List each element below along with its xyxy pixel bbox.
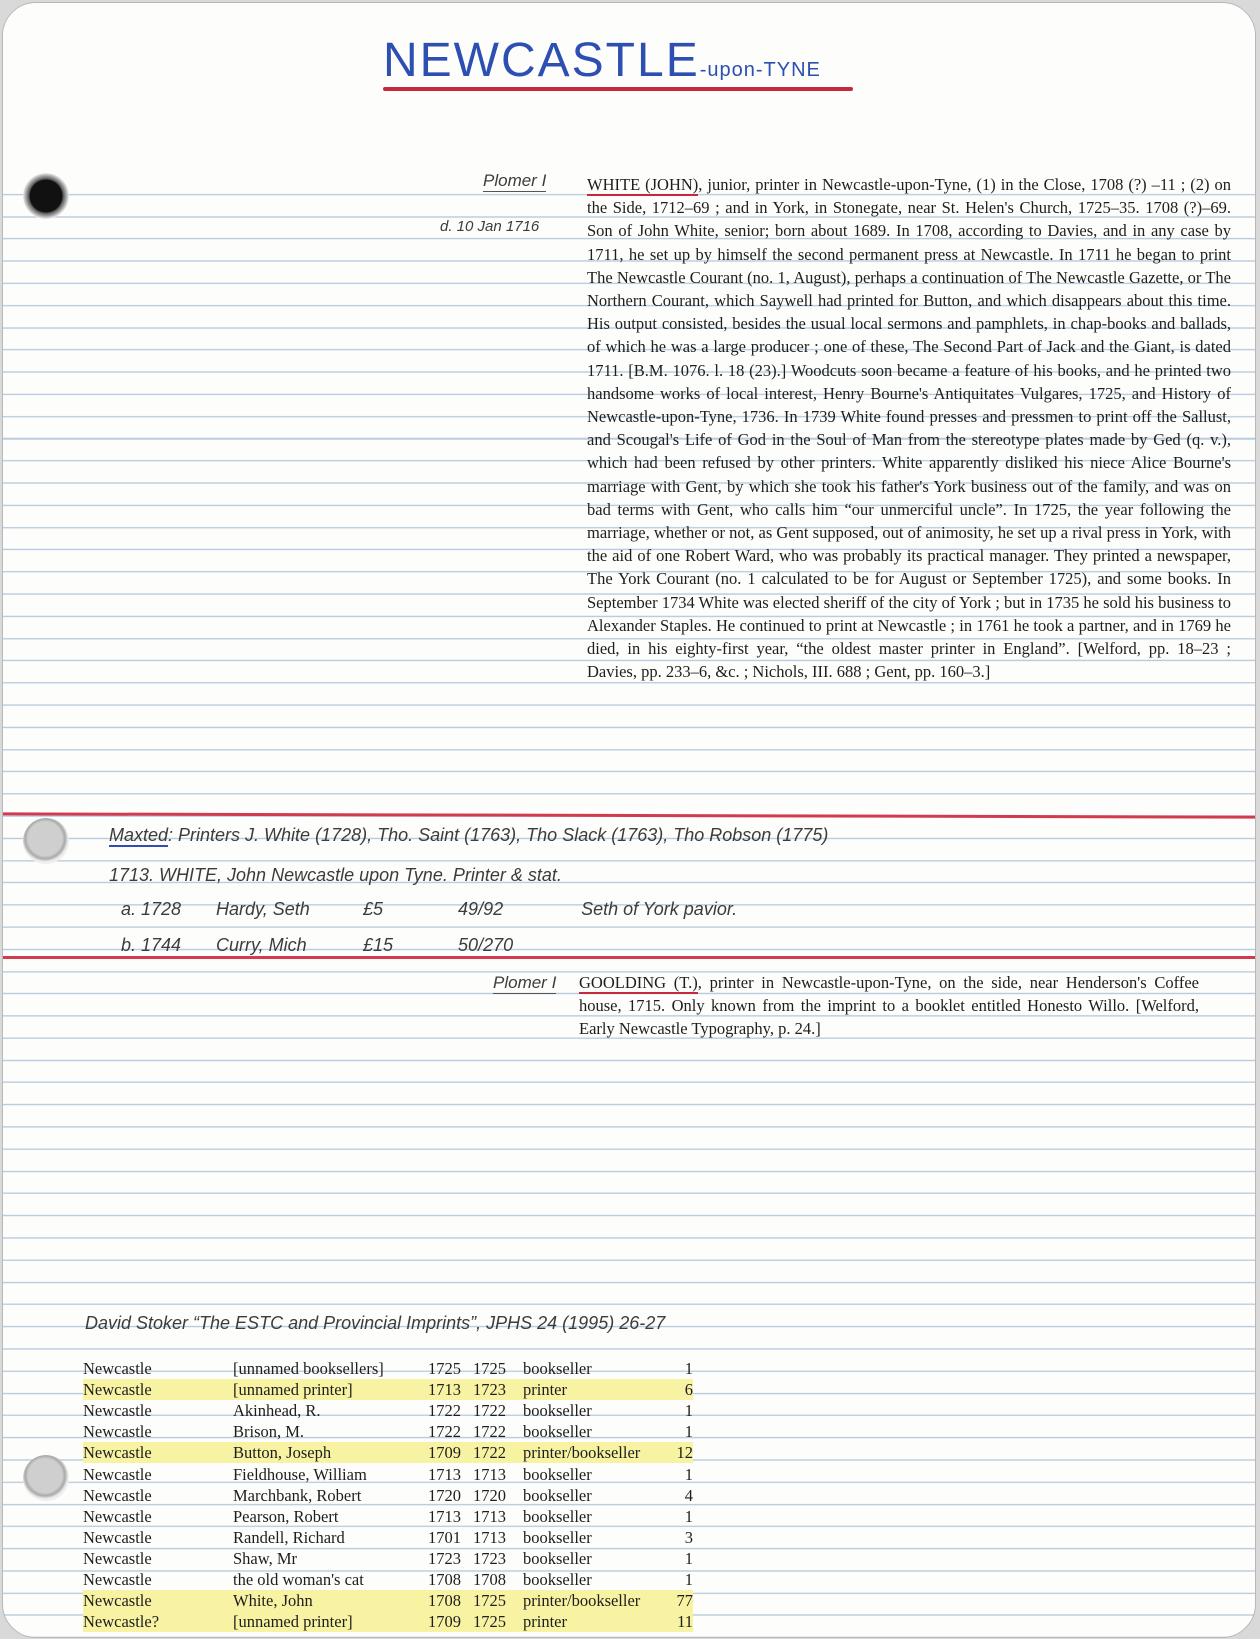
cell-to: 1713 [473, 1464, 506, 1484]
table-row [83, 1485, 693, 1506]
cell-place: Newcastle? [83, 1611, 233, 1632]
cell-count: 1 [684, 1359, 693, 1379]
table-row [83, 1590, 693, 1611]
cell-name: Shaw, Mr [233, 1548, 298, 1568]
cell-name: [unnamed booksellers] [233, 1359, 384, 1379]
cell-name: Fieldhouse, William [233, 1464, 367, 1484]
cell-from: 1723 [428, 1548, 461, 1568]
cell-role: printer/bookseller [523, 1442, 663, 1463]
cell-from: 1713 [428, 1464, 461, 1484]
white-entry-text: , junior, printer in Newcastle-upon-Tyne, (1) in the Close, 1708 (?) –11 ; (2) on the Side, 1712–69 ; and in York, in Stonegate, near St. Helen's Church, 1725–35. 1708 (?)–69. Son of John White, senior; born about 1689. In 1708, according to Davies, and in any case by 1711, he set up by himself the second permanent press at Newcastle. In 1711 he began to print The Newcastle Courant (no. 1, August), perhaps a continuation of The Newcastle Gazette, or The Northern Courant, which Saywell had printed for Button, and which disappears about this time. His output consisted, besides the usual local sermons and pamphlets, in chap-books and ballads, of which he was a large producer ; one of these, The Second Part of Jack and the Giant, is dated 1711. [B.M. 1076. l. 18 (23).] Woodcuts soon became a feature of his books, and he printed two handsome works of local interest, Henry Bourne's Antiquitates Vulgares, 1725, and History of Newcastle-upon-Tyne, 1736. In 1739 White found presses and pressmen to print off the Sallust, and Scougal's Life of God in the Soul of Man from the stereotype plates made by Ged (q. v.), which had been refused by other printers. White apparently disliked his niece Alice Bourne's marriage with Gent, by which she took his father's York business out of the family, and was on bad terms with Gent, who calls him “our unmerciful uncle”. In 1725, the year following the marriage, whether or not, as Gent supposed, out of animosity, he set up a rival press in York, with the aid of one Robert Ward, who was probably its practical manager. They printed a newspaper, The York Courant (no. 1 calculated to be for August or September 1725), and some books. In September 1734 White was elected sheriff of the city of York ; but in 1735 he sold his business to Alexander Staples. He continued to print at Newcastle ; in 1761 he took a partner, and in 1769 he died, in his eighty-first year, “the oldest master printer in England”. [Welford, pp. 18–23 ; Davies, pp. 233–6, &c. ; Nichols, III. 688 ; Gent, pp. 160–3.] [587, 175, 1231, 682]
cell-count: 1 [684, 1548, 693, 1568]
cell-place: Newcastle [83, 1442, 233, 1463]
cell-role: bookseller [523, 1548, 592, 1568]
maxted-row-a [121, 899, 737, 920]
maxted-row-a-name: Hardy, Seth [216, 899, 310, 919]
cell-count: 1 [684, 1569, 693, 1589]
cell-name: Marchbank, Robert [233, 1485, 362, 1505]
cell-name: White, John [233, 1590, 428, 1611]
table-row [83, 1611, 693, 1632]
cell-to: 1725 [473, 1611, 523, 1632]
maxted-line-1 [109, 825, 828, 846]
goolding-entry [579, 971, 1199, 1041]
notebook-page [2, 2, 1256, 1638]
cell-role: bookseller [523, 1569, 592, 1589]
cell-to: 1713 [473, 1527, 506, 1547]
cell-place: Newcastle [83, 1422, 152, 1442]
cell-name: the old woman's cat [233, 1569, 364, 1589]
cell-from: 1722 [428, 1401, 461, 1421]
cell-from: 1701 [428, 1527, 461, 1547]
cell-from: 1722 [428, 1422, 461, 1442]
table-row [83, 1463, 693, 1484]
title-underline [383, 87, 853, 91]
maxted-row-a-ref: 49/92 [458, 899, 504, 919]
table-row [83, 1506, 693, 1527]
cell-name: Button, Joseph [233, 1442, 428, 1463]
cell-count: 1 [684, 1401, 693, 1421]
cell-role: printer/bookseller [523, 1590, 663, 1611]
goolding-entry-name: GOOLDING (T.) [579, 973, 698, 992]
cell-place: Newcastle [83, 1569, 152, 1589]
stoker-table-body [83, 1358, 693, 1632]
stoker-citation: David Stoker “The ESTC and Provincial Imprints”, JPHS 24 (1995) 26-27 [85, 1313, 666, 1333]
cell-from: 1725 [428, 1359, 461, 1379]
red-divider-2 [3, 956, 1255, 959]
cell-from: 1708 [428, 1569, 461, 1589]
maxted-row-b-ref: 50/270 [458, 935, 514, 955]
table-row [83, 1442, 693, 1463]
maxted-row-b-fee: £15 [363, 935, 394, 955]
white-entry-name: WHITE (JOHN) [587, 175, 699, 194]
cell-to: 1713 [473, 1506, 506, 1526]
cell-role: bookseller [523, 1401, 592, 1421]
cell-count: 4 [684, 1485, 693, 1505]
cell-place: Newcastle [83, 1527, 152, 1547]
cell-to: 1708 [473, 1569, 506, 1589]
cell-name: Randell, Richard [233, 1527, 345, 1547]
red-divider-1 [3, 812, 1255, 818]
cell-name: Akinhead, R. [233, 1401, 321, 1421]
cell-role: bookseller [523, 1485, 592, 1505]
cell-to: 1720 [473, 1485, 506, 1505]
cell-count: 11 [663, 1611, 693, 1632]
cell-to: 1722 [473, 1401, 506, 1421]
cell-place: Newcastle [83, 1590, 233, 1611]
goolding-entry-text: , printer in Newcastle-upon-Tyne, on the side, near Henderson's Coffee house, 1715. Only known from the imprint to a booklet entitled Honesto Willo. [Welford, Early Newcastle Typography, p. 24.] [579, 973, 1199, 1039]
cell-to: 1723 [473, 1548, 506, 1568]
cell-count: 1 [684, 1422, 693, 1442]
table-row [83, 1379, 693, 1400]
title-sub: -upon-TYNE [699, 59, 821, 81]
white-death-note: d. 10 Jan 1716 [440, 218, 540, 235]
table-row [83, 1548, 693, 1569]
cell-place: Newcastle [83, 1548, 152, 1568]
cell-from: 1708 [428, 1590, 473, 1611]
cell-place: Newcastle [83, 1464, 152, 1484]
punch-hole-bottom [23, 1455, 69, 1501]
maxted-source: Maxted [109, 825, 169, 845]
cell-place: Newcastle [83, 1359, 152, 1379]
cell-from: 1713 [428, 1506, 461, 1526]
cell-to: 1725 [473, 1590, 523, 1611]
cell-role: bookseller [523, 1359, 592, 1379]
cell-count: 3 [684, 1527, 693, 1547]
cell-role: bookseller [523, 1527, 592, 1547]
cell-role: bookseller [523, 1422, 592, 1442]
cell-from: 1709 [428, 1442, 473, 1463]
cell-place: Newcastle [83, 1485, 152, 1505]
cell-place: Newcastle [83, 1401, 152, 1421]
white-source-note: Plomer I [483, 171, 547, 190]
cell-name: [unnamed printer] [233, 1611, 428, 1632]
cell-to: 1725 [473, 1359, 506, 1379]
cell-count: 12 [663, 1442, 693, 1463]
maxted-line-2: 1713. WHITE, John Newcastle upon Tyne. Printer & stat. [109, 865, 562, 885]
cell-place: Newcastle [83, 1506, 152, 1526]
table-row [83, 1527, 693, 1548]
table-row [83, 1569, 693, 1590]
cell-from: 1720 [428, 1485, 461, 1505]
maxted-row-b [121, 935, 576, 956]
cell-role: bookseller [523, 1464, 592, 1484]
cell-from: 1713 [428, 1379, 473, 1400]
maxted-row-a-fee: £5 [363, 899, 384, 919]
table-row [83, 1421, 693, 1442]
cell-from: 1709 [428, 1611, 473, 1632]
cell-role: printer [523, 1379, 663, 1400]
cell-name: Pearson, Robert [233, 1506, 339, 1526]
maxted-printers: : Printers J. White (1728), Tho. Saint (1763), Tho Slack (1763), Tho Robson (1775) [168, 825, 829, 845]
title-main: NEWCASTLE [383, 34, 700, 87]
cell-count: 1 [684, 1506, 693, 1526]
cell-role: printer [523, 1611, 663, 1632]
cell-place: Newcastle [83, 1379, 233, 1400]
punch-hole-top [23, 173, 69, 219]
maxted-row-a-mark: a. 1728 [121, 899, 182, 919]
maxted-row-b-name: Curry, Mich [216, 935, 307, 955]
goolding-source-note: Plomer I [493, 973, 557, 992]
cell-count: 1 [684, 1464, 693, 1484]
cell-role: bookseller [523, 1506, 592, 1526]
cell-to: 1722 [473, 1442, 523, 1463]
cell-count: 77 [663, 1590, 693, 1611]
maxted-row-a-note: Seth of York pavior. [581, 899, 738, 919]
cell-name: Brison, M. [233, 1422, 305, 1442]
table-row [83, 1400, 693, 1421]
stoker-imprint-table [83, 1358, 693, 1632]
cell-name: [unnamed printer] [233, 1379, 428, 1400]
page-title [383, 33, 821, 88]
cell-count: 6 [663, 1379, 693, 1400]
white-entry [587, 173, 1231, 683]
cell-to: 1723 [473, 1379, 523, 1400]
cell-to: 1722 [473, 1422, 506, 1442]
maxted-row-b-mark: b. 1744 [121, 935, 182, 955]
punch-hole-middle [23, 818, 69, 864]
table-row [83, 1358, 693, 1379]
